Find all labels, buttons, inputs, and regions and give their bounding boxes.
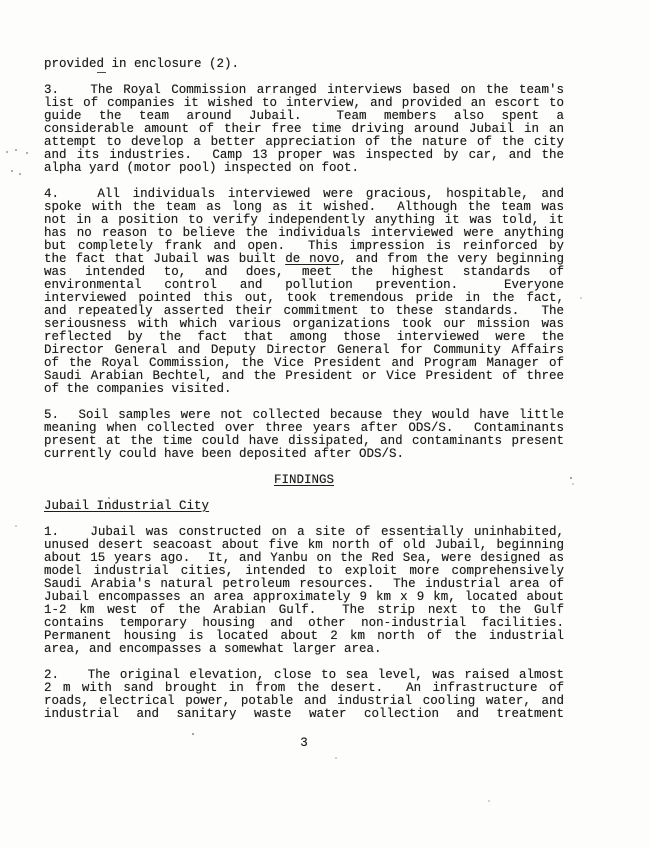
heading-text: Jubail Industrial City	[44, 499, 210, 513]
text-line: Permanent housing is located about 2 km north of the industrial	[44, 629, 564, 643]
text-line: 1. Jubail was constructed on a site of essentially uninhabited,	[44, 525, 564, 539]
text-line: seriousness with which various organizations took our mission was	[44, 317, 564, 331]
document-body	[44, 58, 564, 734]
text-line: currently could have been deposited after ODS/S.	[44, 447, 405, 461]
text-line: spoke with the team as long as it wished. Although the team was	[44, 200, 564, 214]
text-line: Director General and Deputy Director General for Community Affairs	[44, 343, 564, 357]
text-line: 1-2 km west of the Arabian Gulf. The strip next to the Gulf	[44, 603, 564, 617]
text-line: roads, electrical power, potable and industrial cooling water, and	[44, 694, 564, 708]
scan-speckle	[513, 437, 515, 439]
jubail-heading	[44, 500, 564, 513]
paragraph-4	[44, 188, 564, 396]
text-line: guide the team around Jubail. Team members also spent a	[44, 109, 564, 123]
scan-speckle	[335, 757, 337, 759]
text-line: 4. All individuals interviewed were gracious, hospitable, and	[44, 187, 564, 201]
text-line: list of companies it wished to interview, and provided an escort to	[44, 96, 564, 110]
paragraph-3	[44, 84, 564, 175]
text-line: was intended to, and does, meet the highest standards of	[44, 265, 564, 279]
paragraph-continuation	[44, 58, 564, 71]
text-line: reflected by the fact that among those interviewed were the	[44, 330, 564, 344]
text-line: area, and encompasses a somewhat larger area.	[44, 642, 382, 656]
text-line: environmental control and pollution prevention. Everyone	[44, 278, 564, 292]
text-line: Saudi Arabia's natural petroleum resources. The industrial area of	[44, 577, 564, 591]
text-line: unused desert seacoast about five km north of old Jubail, beginning	[44, 538, 564, 552]
text-line: model industrial cities, intended to exploit more comprehensively	[44, 564, 564, 578]
text-line: and its industries. Camp 13 proper was inspected by car, and the	[44, 148, 564, 162]
text-line: but completely frank and open. This impression is reinforced by	[44, 239, 564, 253]
text-line: and repeatedly asserted their commitment to these standards. The	[44, 304, 564, 318]
scan-speckle	[114, 500, 116, 502]
paragraph-1	[44, 526, 564, 656]
text-segment: the fact that Jubail was built	[44, 252, 286, 266]
text-line: Saudi Arabian Bechtel, and the President or Vice President of three	[44, 369, 564, 383]
text-line: 2. The original elevation, close to sea level, was raised almost	[44, 668, 564, 682]
text-line: interviewed pointed this out, took tremendous pride in the fact,	[44, 291, 564, 305]
text-line: present at the time could have dissipated, and contaminants present	[44, 434, 564, 448]
heading-text: FINDINGS	[273, 473, 334, 487]
text-line: attempt to develop a better appreciation of the nature of the city	[44, 135, 564, 149]
text-line: 5. Soil samples were not collected because they would have little	[44, 408, 564, 422]
scan-speckle	[572, 483, 574, 485]
text-line: 3. The Royal Commission arranged interviews based on the team's	[44, 83, 564, 97]
text-line: not in a position to verify independently anything it was told, it	[44, 213, 564, 227]
paragraph-2	[44, 669, 564, 721]
scan-artifact-cluster	[4, 148, 34, 178]
scan-artifact-underline	[97, 72, 106, 73]
text-line: of the Royal Commission, the Vice President and Program Manager of	[44, 356, 564, 370]
text-segment: , and from the very beginning	[339, 252, 564, 266]
text-line: considerable amount of their free time driving around Jubail in an	[44, 122, 564, 136]
scan-speckle	[15, 525, 17, 527]
text-line: about 15 years ago. It, and Yanbu on the Red Sea, were designed as	[44, 551, 564, 565]
text-line: 2 m with sand brought in from the desert. An infrastructure of	[44, 681, 564, 695]
scan-speckle	[108, 497, 110, 499]
text-line: industrial and sanitary waste water collection and treatment	[44, 707, 564, 721]
scan-speckle	[192, 733, 194, 735]
underlined-phrase: de novo	[285, 252, 340, 266]
text-line: meaning when collected over three years after ODS/S. Contaminants	[44, 421, 564, 435]
scan-speckle	[488, 800, 490, 802]
text-line: has no reason to believe the individuals interviewed were anything	[44, 226, 564, 240]
findings-heading	[44, 474, 564, 487]
text-line: alpha yard (motor pool) inspected on foot.	[44, 161, 360, 175]
scan-speckle	[580, 297, 582, 299]
paragraph-5	[44, 409, 564, 461]
scan-speckle	[570, 477, 572, 479]
text-line: Jubail encompasses an area approximately 9 km x 9 km, located about	[44, 590, 564, 604]
text-line: provided in enclosure (2).	[44, 57, 240, 71]
page-number: 3	[300, 736, 308, 750]
text-line: of the companies visited.	[44, 382, 232, 396]
text-line: contains temporary housing and other non-industrial facilities.	[44, 616, 564, 630]
